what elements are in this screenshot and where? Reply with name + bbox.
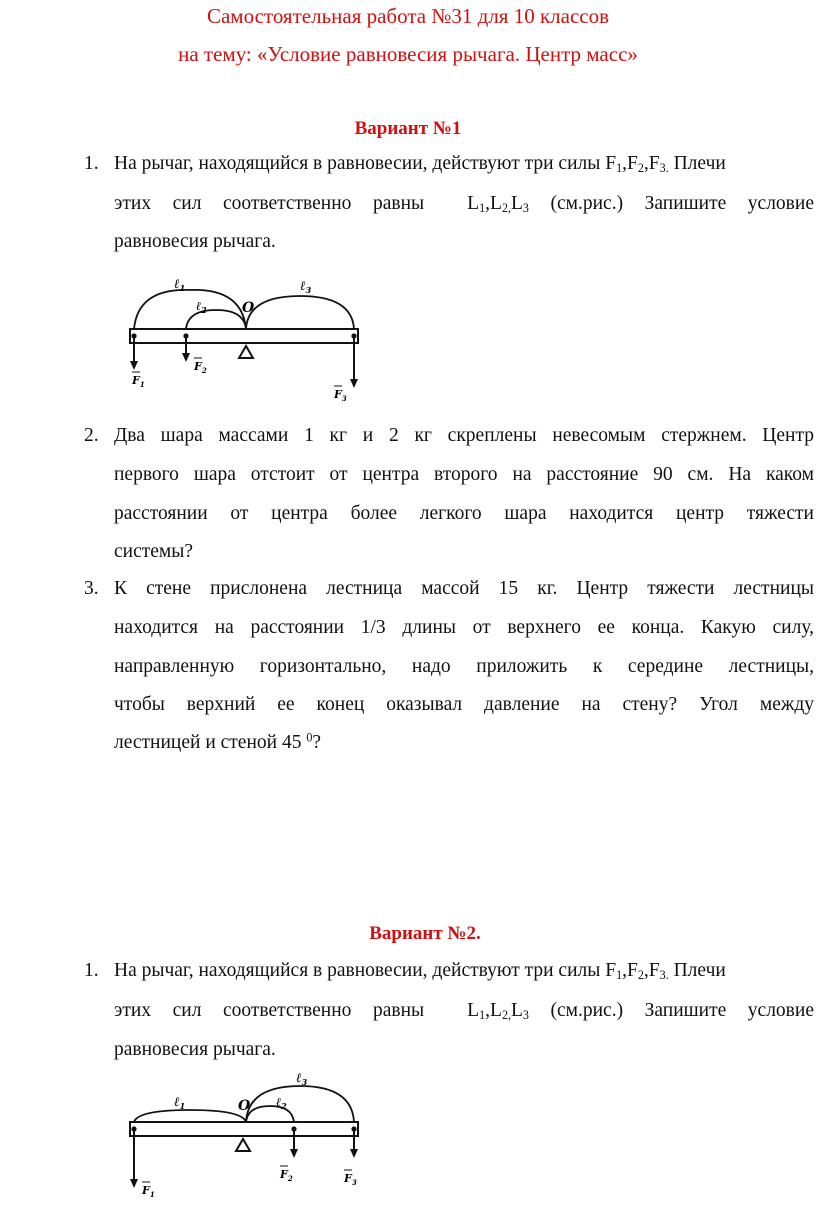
lever-diagram-2	[120, 1066, 370, 1206]
task-text-line: этих сил соответственно равны $L_1,L_{2,}L_3$ (см.рис.) Запишите условие	[114, 1000, 814, 1023]
lever-diagram-1	[120, 268, 370, 410]
label-F1: $F_1$	[132, 374, 145, 389]
arc-l1	[134, 1110, 246, 1122]
task-text-line: находится на расстоянии 1/3 длины от верхнего ее конца. Какую силу,	[114, 617, 814, 638]
task-text-line: системы?	[114, 541, 194, 562]
arc-l2	[246, 1106, 294, 1122]
task-text-line: лестницей и стеной 45 $^0$?	[114, 730, 322, 753]
worksheet-title: Самостоятельная работа №31 для 10 классов	[206, 4, 610, 28]
fulcrum-triangle	[239, 346, 253, 358]
fulcrum-triangle	[236, 1139, 250, 1151]
label-F2: $F_2$	[280, 1168, 293, 1183]
task-text-line: первого шара отстоит от центра второго на расстояние 90 см. На каком	[114, 464, 814, 485]
task-number: 3.	[84, 578, 99, 599]
pivot-markers	[131, 333, 356, 338]
label-F1: $F_1$	[142, 1184, 155, 1199]
arc-l3	[246, 296, 354, 329]
label-l2: ℓ$_2$	[196, 299, 207, 315]
task-number: 1.	[84, 960, 99, 981]
arc-l3	[246, 1086, 354, 1122]
label-l1: ℓ$_1$	[174, 1095, 186, 1111]
label-O: O	[238, 1098, 251, 1114]
label-l3: ℓ$_3$	[296, 1071, 308, 1087]
task-text-line: Два шара массами 1 кг и 2 кг скреплены невесомым стержнем. Центр	[114, 425, 814, 446]
lever-beam	[130, 1122, 358, 1136]
label-F2: $F_2$	[194, 360, 207, 375]
task-text-line: направленную горизонтально, надо приложить к середине лестницы,	[114, 656, 814, 677]
label-O: O	[242, 300, 255, 316]
lever-beam	[130, 329, 358, 343]
variant-1-heading: Вариант №1	[354, 118, 462, 139]
task-number: 2.	[84, 425, 99, 446]
arrow-heads	[130, 1149, 358, 1188]
arc-l2	[186, 310, 246, 329]
task-text-line: На рычаг, находящийся в равновесии, действуют три силы $F_1,F_2,F_{3.}$ Плечи	[114, 153, 726, 176]
pivot-markers	[131, 1126, 356, 1131]
vector-bars	[132, 358, 342, 386]
variant-2-heading: Вариант №2.	[369, 923, 481, 944]
task-text-line: равновесия рычага.	[114, 231, 276, 252]
task-text-line: чтобы верхний ее конец оказывал давление на стену? Угол между	[114, 694, 814, 715]
task-text-line: К стене прислонена лестница массой 15 кг. Центр тяжести лестницы	[114, 578, 814, 599]
vector-bars	[142, 1166, 352, 1182]
label-l2: ℓ$_2$	[276, 1095, 287, 1111]
task-text-line: расстоянии от центра более легкого шара находится центр тяжести	[114, 503, 814, 524]
task-text-line: равновесия рычага.	[114, 1039, 276, 1060]
arc-l1	[134, 290, 246, 329]
task-number: 1.	[84, 153, 99, 174]
task-text-line: На рычаг, находящийся в равновесии, действуют три силы $F_1,F_2,F_{3.}$ Плечи	[114, 960, 726, 983]
task-text-line: этих сил соответственно равны $L_1,L_{2,}L_3$ (см.рис.) Запишите условие	[114, 193, 814, 216]
label-F3: $F_3$	[344, 1172, 357, 1187]
label-F3: $F_3$	[334, 388, 347, 403]
label-l1: ℓ$_1$	[174, 277, 186, 293]
worksheet-topic: на тему: «Условие равновесия рычага. Центр масс»	[178, 42, 638, 66]
label-l3: ℓ$_3$	[300, 279, 312, 295]
